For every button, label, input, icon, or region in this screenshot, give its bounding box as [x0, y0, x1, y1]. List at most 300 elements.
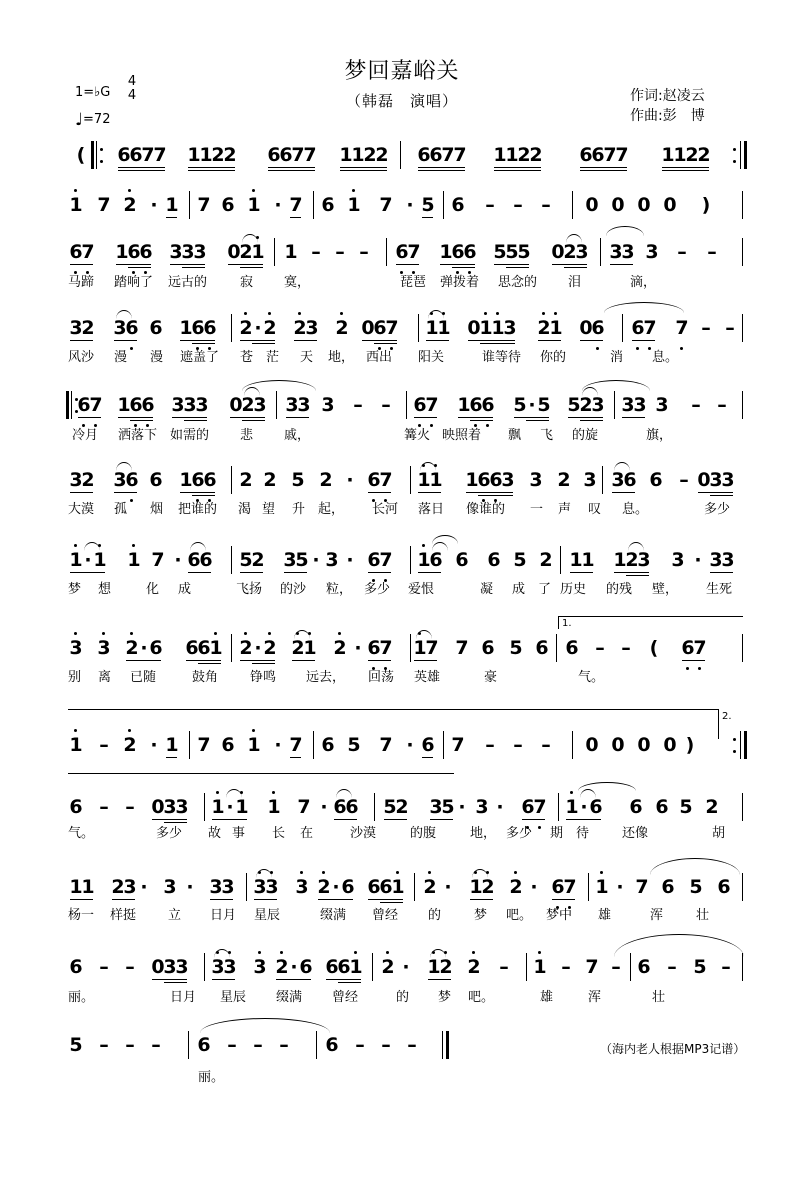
- lyric-syllable: 事: [232, 826, 246, 841]
- barline: [410, 466, 411, 494]
- octave-dot-low: [596, 347, 599, 350]
- lyric-syllable: 滴，: [630, 275, 657, 290]
- note: ·: [528, 394, 536, 416]
- barline: [276, 391, 277, 419]
- note: 6: [579, 144, 593, 166]
- note-group: [290, 185, 302, 231]
- lyric-syllable: 消: [610, 350, 624, 365]
- beam-line: [268, 167, 315, 168]
- beam-line: [78, 417, 101, 418]
- note: 7: [675, 317, 689, 339]
- note: 3: [285, 394, 299, 416]
- note: 6: [141, 394, 155, 416]
- octave-dot-high: [396, 871, 399, 874]
- barline: [572, 731, 573, 759]
- note: 1: [127, 549, 141, 571]
- note: –: [125, 1034, 135, 1056]
- beam-line: [340, 170, 387, 171]
- note: 7: [291, 144, 305, 166]
- barline: [442, 1031, 443, 1059]
- repeat-dot: [733, 738, 736, 741]
- octave-dot-high: [542, 312, 545, 315]
- slur: [582, 380, 650, 391]
- barline: [313, 731, 314, 759]
- note-group: [340, 135, 388, 181]
- note: 2: [395, 796, 409, 818]
- note: 7: [441, 144, 455, 166]
- octave-dot-high: [252, 189, 255, 192]
- beam-line: [70, 572, 105, 573]
- beam-line: [362, 340, 397, 341]
- note: 2: [335, 317, 349, 339]
- octave-dot-low: [400, 271, 403, 274]
- octave-dot-low: [74, 271, 77, 274]
- barline: [742, 953, 743, 981]
- note: 6: [591, 317, 605, 339]
- note: –: [677, 241, 687, 263]
- octave-dot-high: [244, 632, 247, 635]
- lyric-syllable: 起，: [318, 502, 345, 517]
- note: 1: [505, 144, 519, 166]
- note: 0: [637, 734, 651, 756]
- beam-line: [384, 819, 407, 820]
- note-group: [326, 947, 362, 993]
- octave-dot-low: [648, 347, 651, 350]
- beam-line: [228, 264, 263, 265]
- beam-line: [116, 264, 151, 265]
- note: 0: [467, 317, 481, 339]
- note: 7: [407, 241, 421, 263]
- lyric-syllable: 阳关: [418, 350, 445, 365]
- note: 1: [165, 194, 179, 216]
- octave-dot-high: [322, 871, 325, 874]
- note: 7: [97, 194, 111, 216]
- note: 3: [325, 549, 339, 571]
- beam-line: [468, 340, 515, 341]
- lyric-syllable: 壮: [652, 990, 666, 1005]
- note: –: [691, 394, 701, 416]
- note-group: [468, 308, 516, 354]
- octave-dot-low: [412, 271, 415, 274]
- note: 1: [391, 876, 405, 898]
- note: 7: [455, 637, 469, 659]
- barline: [742, 793, 743, 821]
- beam-line: [494, 167, 541, 168]
- note: 2: [579, 394, 593, 416]
- note: 1: [251, 241, 265, 263]
- note: ·: [402, 956, 410, 978]
- note: 0: [227, 241, 241, 263]
- lyric-syllable: 大漠: [68, 502, 95, 517]
- beam-line: [284, 572, 307, 573]
- note-group: [570, 540, 594, 586]
- lyric-syllable: 西出: [366, 350, 393, 365]
- beam-line: [418, 167, 465, 168]
- note: 1: [347, 194, 361, 216]
- beam-line: [186, 660, 221, 661]
- octave-dot-low: [430, 424, 433, 427]
- barline: [410, 546, 411, 574]
- lyric-syllable: 漫: [150, 350, 164, 365]
- note-group: [240, 628, 276, 674]
- note: 3: [123, 876, 137, 898]
- note-group: [318, 867, 354, 913]
- barline: [231, 634, 232, 662]
- note: –: [595, 637, 605, 659]
- beam-line: [698, 492, 733, 493]
- beam-line: [126, 660, 161, 661]
- volta-line: [68, 773, 454, 774]
- lyric-syllable: 别: [68, 670, 82, 685]
- octave-dot-high: [128, 189, 131, 192]
- octave-dot-high: [102, 632, 105, 635]
- note: 6: [191, 317, 205, 339]
- note-group: [614, 540, 650, 586]
- note: 6: [129, 144, 143, 166]
- tie-arc: [190, 542, 206, 551]
- note: 3: [69, 469, 83, 491]
- beam-line: [422, 217, 433, 218]
- tie-arc: [116, 310, 132, 319]
- beam-line: [338, 982, 361, 983]
- note: 1: [425, 317, 439, 339]
- beam-line: [368, 899, 403, 900]
- note: 3: [655, 394, 669, 416]
- note: 1: [247, 734, 261, 756]
- octave-dot-high: [258, 951, 261, 954]
- beam-line: [166, 757, 177, 758]
- note: 3: [709, 549, 723, 571]
- beam-line: [240, 340, 275, 341]
- beam-line: [166, 217, 177, 218]
- note: 0: [151, 796, 165, 818]
- note: 5: [693, 956, 707, 978]
- note-group: [682, 628, 706, 674]
- octave-dot-high: [600, 871, 603, 874]
- beam-line: [118, 167, 165, 168]
- note: 7: [635, 876, 649, 898]
- note: 6: [203, 317, 217, 339]
- note-group: [70, 460, 94, 506]
- octave-dot-high: [280, 951, 283, 954]
- note-group: [470, 867, 494, 913]
- note: 6: [149, 317, 163, 339]
- lyric-syllable: 天: [300, 350, 314, 365]
- beam-line: [114, 492, 137, 493]
- note: 7: [141, 144, 155, 166]
- note: 6: [267, 144, 281, 166]
- note: 1: [661, 144, 675, 166]
- note: 6: [367, 469, 381, 491]
- lyric-syllable: 多少: [506, 826, 533, 841]
- note-group: [268, 135, 316, 181]
- note: 6: [299, 956, 313, 978]
- note: 2: [275, 956, 289, 978]
- lyric-syllable: 壮: [696, 908, 710, 923]
- note: 2: [251, 549, 265, 571]
- lyric-syllable: 多少: [704, 502, 731, 517]
- note-group: [426, 308, 450, 354]
- beam-line: [188, 167, 235, 168]
- beam-line: [70, 899, 93, 900]
- note: 7: [197, 194, 211, 216]
- octave-dot-high: [570, 791, 573, 794]
- lyric-syllable: 星辰: [220, 990, 247, 1005]
- note-group: [580, 135, 628, 181]
- note-group: [418, 460, 442, 506]
- note: 1: [69, 876, 83, 898]
- note: 7: [379, 194, 393, 216]
- note-group: [172, 385, 208, 431]
- octave-dot-high: [130, 632, 133, 635]
- note: 1: [187, 144, 201, 166]
- beam-line: [180, 492, 215, 493]
- lyric-syllable: 梦中: [546, 908, 573, 923]
- note: ·: [150, 194, 158, 216]
- volta-bracket: [558, 616, 743, 629]
- beam-line: [290, 757, 301, 758]
- beam-line: [374, 343, 397, 344]
- octave-dot-low: [686, 667, 689, 670]
- note-group: [118, 385, 154, 431]
- octave-dot-high: [300, 871, 303, 874]
- barline: [96, 141, 97, 169]
- beam-line: [198, 663, 221, 664]
- barline: [400, 141, 401, 169]
- beam-line: [294, 340, 317, 341]
- note: 2: [509, 876, 523, 898]
- note: 3: [671, 549, 685, 571]
- note: 5: [689, 876, 703, 898]
- note: 2: [467, 956, 481, 978]
- barline: [742, 191, 743, 219]
- note: 5: [513, 549, 527, 571]
- lyric-syllable: 的沙: [280, 582, 307, 597]
- note: 6: [199, 549, 213, 571]
- note: 2: [439, 956, 453, 978]
- beam-line: [240, 572, 263, 573]
- lyric-syllable: 马蹄: [68, 275, 95, 290]
- tie-arc: [628, 542, 644, 551]
- note: 6: [69, 796, 83, 818]
- note: 5: [505, 241, 519, 263]
- lyric-syllable: 的旋: [572, 428, 599, 443]
- note: 6: [481, 394, 495, 416]
- barline: [414, 873, 415, 901]
- note: 6: [345, 796, 359, 818]
- lyric-syllable: 日月: [170, 990, 197, 1005]
- note: 7: [615, 144, 629, 166]
- note: –: [721, 956, 731, 978]
- score-row: [0, 232, 804, 278]
- note-group: [422, 185, 434, 231]
- note: 6: [649, 469, 663, 491]
- lyric-syllable: 漫: [114, 350, 128, 365]
- octave-dot-low: [456, 271, 459, 274]
- note: 1: [69, 194, 83, 216]
- note-group: [710, 540, 734, 586]
- note: 6: [717, 876, 731, 898]
- note: 1: [479, 317, 493, 339]
- note: 7: [585, 956, 599, 978]
- note: 3: [163, 876, 177, 898]
- note-group: [440, 232, 476, 278]
- lyric-syllable: 生死: [706, 582, 733, 597]
- note-group: [368, 867, 404, 913]
- note: ·: [186, 876, 194, 898]
- note: 5: [537, 394, 551, 416]
- note: –: [227, 1034, 237, 1056]
- note: 6: [139, 241, 153, 263]
- lyric-syllable: 地，: [470, 826, 497, 841]
- note: 6: [487, 549, 501, 571]
- note: 6: [477, 469, 491, 491]
- tie-arc: [416, 630, 432, 639]
- volta-bracket: [718, 709, 719, 739]
- octave-dot-high: [128, 729, 131, 732]
- note: 1: [437, 317, 451, 339]
- beam-line: [470, 899, 493, 900]
- note: –: [381, 1034, 391, 1056]
- note: 2: [685, 144, 699, 166]
- note: 1: [284, 241, 298, 263]
- note-group: [494, 135, 542, 181]
- lyric-syllable: 把谁的: [178, 502, 218, 517]
- lyric-syllable: 茫: [266, 350, 280, 365]
- note: 5: [513, 394, 527, 416]
- note: 1: [235, 796, 249, 818]
- lyric-syllable: 雄: [598, 908, 612, 923]
- note: ): [685, 734, 695, 756]
- lyric-syllable: 缀满: [320, 908, 347, 923]
- note-group: [180, 308, 216, 354]
- note: 3: [163, 796, 177, 818]
- note: 5: [421, 194, 435, 216]
- barline: [588, 873, 589, 901]
- note: ·: [616, 876, 624, 898]
- lyric-syllable: 历史: [560, 582, 587, 597]
- note: –: [541, 734, 551, 756]
- note: ·: [312, 549, 320, 571]
- beam-line: [414, 660, 437, 661]
- note: 6: [655, 796, 669, 818]
- note: 6: [661, 876, 675, 898]
- note: 6: [395, 241, 409, 263]
- lyric-syllable: 雄: [540, 990, 554, 1005]
- lyric-syllable: 如需的: [170, 428, 210, 443]
- note: 6: [429, 144, 443, 166]
- note: 6: [197, 1034, 211, 1056]
- beam-line: [494, 170, 541, 171]
- lyric-syllable: 杨一: [68, 908, 95, 923]
- note: 1: [533, 956, 547, 978]
- note: 6: [117, 144, 131, 166]
- barline: [231, 314, 232, 342]
- note: –: [513, 194, 523, 216]
- note-group: [612, 460, 636, 506]
- lyric-syllable: 琵琶: [400, 275, 427, 290]
- note: 0: [663, 194, 677, 216]
- octave-dot-low: [82, 424, 85, 427]
- note: 7: [303, 144, 317, 166]
- note: 2: [241, 394, 255, 416]
- note-group: [284, 540, 308, 586]
- beam-line: [252, 663, 275, 664]
- slur: [432, 535, 458, 544]
- note-group: [466, 460, 514, 506]
- note: 3: [181, 241, 195, 263]
- slur: [604, 302, 684, 313]
- note: 5: [295, 549, 309, 571]
- lyric-syllable: 想: [98, 582, 112, 597]
- note: ·: [140, 637, 148, 659]
- key-label: 1=♭G: [75, 85, 111, 100]
- octave-dot-high: [244, 312, 247, 315]
- lyric-syllable: 的: [396, 990, 410, 1005]
- note: 2: [239, 317, 253, 339]
- octave-dot-low: [130, 499, 133, 502]
- lyric-syllable: 苍: [240, 350, 254, 365]
- note: 7: [379, 734, 393, 756]
- lyric-syllable: 吧。: [468, 990, 495, 1005]
- note: 3: [305, 317, 319, 339]
- beam-line: [526, 420, 549, 421]
- note: 6: [129, 394, 143, 416]
- note: 1: [165, 734, 179, 756]
- note: 6: [421, 734, 435, 756]
- octave-dot-high: [484, 312, 487, 315]
- lyric-syllable: 气。: [578, 670, 605, 685]
- beam-line: [566, 819, 601, 820]
- note: 6: [69, 241, 83, 263]
- lyric-syllable: 待: [576, 826, 590, 841]
- note-group: [70, 867, 94, 913]
- barline: [188, 1031, 189, 1059]
- note: 6: [187, 549, 201, 571]
- beam-line: [70, 340, 93, 341]
- note: –: [485, 734, 495, 756]
- note: 6: [221, 734, 235, 756]
- note: 3: [529, 469, 543, 491]
- note: –: [355, 1034, 365, 1056]
- note: 6: [367, 549, 381, 571]
- note: –: [707, 241, 717, 263]
- note: 3: [295, 876, 309, 898]
- note: 2: [317, 876, 331, 898]
- note: 0: [551, 241, 565, 263]
- lyric-syllable: 悲: [240, 428, 254, 443]
- note: ·: [406, 194, 414, 216]
- note: 3: [253, 876, 267, 898]
- note: 2: [211, 144, 225, 166]
- note-group: [538, 308, 562, 354]
- beam-line: [230, 417, 265, 418]
- tie-arc: [566, 234, 582, 243]
- note: 1: [349, 956, 363, 978]
- lyric-syllable: 寂: [240, 275, 254, 290]
- note: ·: [320, 796, 328, 818]
- beam-line: [396, 264, 419, 265]
- lyric-syllable: 你的: [540, 350, 567, 365]
- note-group: [166, 185, 178, 231]
- note: 6: [325, 1034, 339, 1056]
- repeat-dot: [100, 160, 103, 163]
- note: 6: [149, 637, 163, 659]
- note: 2: [539, 549, 553, 571]
- note: 5: [509, 637, 523, 659]
- lyric-syllable: 踏响了: [114, 275, 154, 290]
- note: 6: [463, 241, 477, 263]
